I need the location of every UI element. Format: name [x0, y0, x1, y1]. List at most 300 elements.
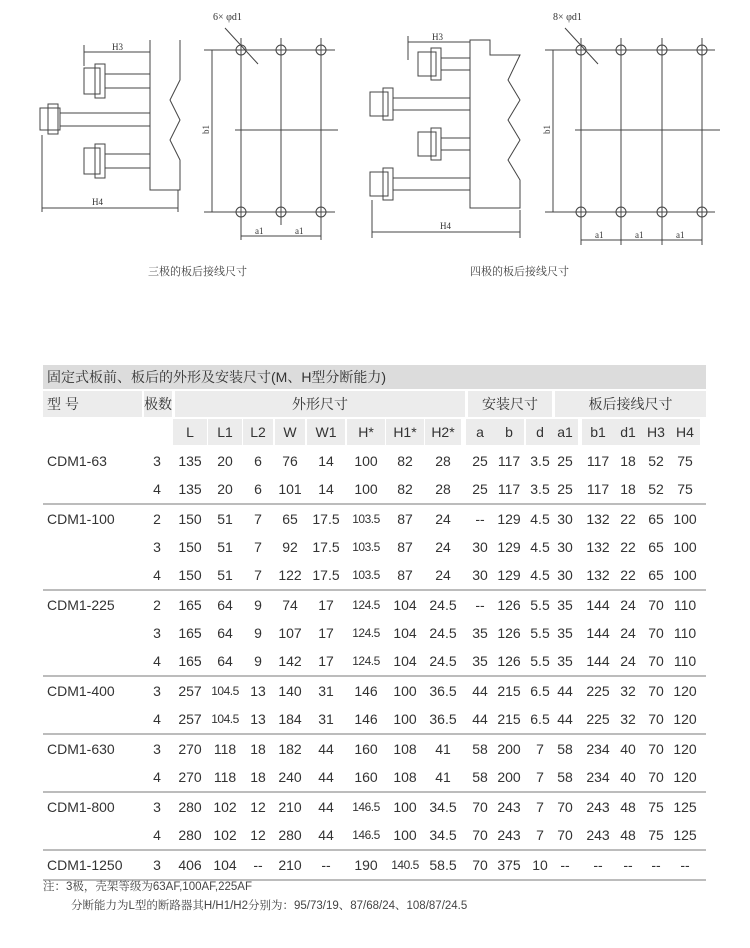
- value-cell: 122: [278, 567, 302, 583]
- value-cell: 210: [278, 799, 302, 815]
- value-cell: 124.5: [352, 598, 380, 612]
- table-row: [43, 793, 706, 821]
- model-group: [43, 735, 706, 793]
- value-cell: 280: [178, 827, 202, 843]
- value-cell: 375: [497, 857, 521, 873]
- value-cell: 225: [586, 683, 610, 699]
- column-header: L2: [243, 419, 273, 445]
- value-cell: 18: [620, 481, 636, 497]
- value-cell: 144: [586, 625, 610, 641]
- value-cell: 104: [213, 857, 237, 873]
- value-cell: 25: [472, 481, 488, 497]
- model-cell: CDM1-63: [47, 453, 107, 469]
- value-cell: 200: [497, 769, 521, 785]
- table-row: [43, 763, 706, 791]
- value-cell: 117: [497, 453, 521, 469]
- value-cell: 5.5: [530, 597, 550, 613]
- value-cell: 65: [648, 511, 664, 527]
- value-cell: 243: [586, 827, 610, 843]
- value-cell: 160: [354, 769, 378, 785]
- value-cell: 146: [354, 683, 378, 699]
- value-cell: 118: [213, 741, 237, 757]
- value-cell: 17: [318, 597, 334, 613]
- poles-cell: 3: [153, 741, 161, 757]
- h3-label: H3: [432, 32, 443, 42]
- header-poles: 极数: [144, 391, 172, 417]
- value-cell: 70: [472, 857, 488, 873]
- value-cell: 75: [677, 453, 693, 469]
- value-cell: 40: [620, 741, 636, 757]
- value-cell: 7: [536, 769, 544, 785]
- value-cell: 132: [586, 539, 610, 555]
- value-cell: 146.5: [352, 828, 380, 842]
- value-cell: 65: [648, 567, 664, 583]
- value-cell: 22: [620, 511, 636, 527]
- value-cell: 48: [620, 799, 636, 815]
- poles-cell: 3: [153, 453, 161, 469]
- value-cell: --: [680, 857, 690, 873]
- value-cell: 25: [557, 453, 573, 469]
- value-cell: 7: [254, 539, 262, 555]
- value-cell: 35: [472, 653, 488, 669]
- value-cell: 7: [536, 799, 544, 815]
- value-cell: 132: [586, 567, 610, 583]
- value-cell: 135: [178, 453, 202, 469]
- value-cell: 28: [435, 453, 451, 469]
- model-cell: CDM1-630: [47, 741, 115, 757]
- value-cell: 125: [673, 827, 697, 843]
- value-cell: 257: [178, 683, 202, 699]
- value-cell: 24: [620, 625, 636, 641]
- value-cell: 70: [648, 653, 664, 669]
- value-cell: 129: [497, 539, 521, 555]
- poles-cell: 4: [153, 711, 161, 727]
- value-cell: 150: [178, 511, 202, 527]
- value-cell: 3.5: [530, 453, 550, 469]
- value-cell: 6: [254, 453, 262, 469]
- value-cell: --: [651, 857, 661, 873]
- table-row: [43, 851, 706, 879]
- value-cell: 118: [213, 769, 237, 785]
- four-pole-drawing: [360, 0, 750, 260]
- h4-label: H4: [440, 221, 451, 231]
- value-cell: 70: [648, 769, 664, 785]
- value-cell: 82: [397, 481, 413, 497]
- value-cell: 87: [397, 567, 413, 583]
- value-cell: 44: [472, 711, 488, 727]
- model-group: [43, 793, 706, 851]
- value-cell: 117: [586, 453, 610, 469]
- value-cell: 104: [393, 625, 417, 641]
- value-cell: 24: [435, 567, 451, 583]
- value-cell: 64: [217, 597, 233, 613]
- poles-cell: 4: [153, 827, 161, 843]
- value-cell: 44: [318, 827, 334, 843]
- value-cell: 9: [254, 597, 262, 613]
- value-cell: 87: [397, 539, 413, 555]
- model-group: [43, 591, 706, 677]
- value-cell: 34.5: [429, 799, 457, 815]
- poles-cell: 4: [153, 567, 161, 583]
- value-cell: 44: [472, 683, 488, 699]
- value-cell: 120: [673, 683, 697, 699]
- note-line-1: 注：3极，壳架等级为63AF,100AF,225AF: [43, 881, 252, 893]
- value-cell: 100: [354, 453, 378, 469]
- value-cell: 70: [648, 683, 664, 699]
- value-cell: 126: [497, 625, 521, 641]
- value-cell: 30: [557, 511, 573, 527]
- value-cell: 51: [217, 567, 233, 583]
- three-pole-drawing: [0, 0, 375, 260]
- value-cell: 234: [586, 741, 610, 757]
- value-cell: 101: [278, 481, 302, 497]
- a1-label: a1: [295, 226, 304, 236]
- value-cell: 6.5: [530, 683, 550, 699]
- poles-cell: 3: [153, 857, 161, 873]
- value-cell: 7: [254, 511, 262, 527]
- three-pole-caption: 三极的板后接线尺寸: [148, 266, 247, 278]
- value-cell: 129: [497, 511, 521, 527]
- poles-cell: 2: [153, 511, 161, 527]
- table-body: [43, 447, 706, 881]
- value-cell: 41: [435, 769, 451, 785]
- value-cell: 34.5: [429, 827, 457, 843]
- poles-cell: 3: [153, 539, 161, 555]
- h3-label: H3: [112, 42, 123, 52]
- value-cell: 117: [586, 481, 610, 497]
- value-cell: --: [253, 857, 263, 873]
- value-cell: 126: [497, 653, 521, 669]
- value-cell: 58: [557, 741, 573, 757]
- value-cell: 160: [354, 741, 378, 757]
- value-cell: 35: [557, 597, 573, 613]
- value-cell: 243: [497, 827, 521, 843]
- value-cell: 65: [282, 511, 298, 527]
- model-cell: CDM1-100: [47, 511, 115, 527]
- value-cell: 64: [217, 653, 233, 669]
- value-cell: 102: [213, 799, 237, 815]
- value-cell: 225: [586, 711, 610, 727]
- value-cell: 17: [318, 625, 334, 641]
- value-cell: 124.5: [352, 626, 380, 640]
- model-cell: CDM1-400: [47, 683, 115, 699]
- value-cell: 25: [557, 481, 573, 497]
- value-cell: 182: [278, 741, 302, 757]
- table-row: [43, 821, 706, 849]
- value-cell: 100: [393, 711, 417, 727]
- value-cell: 31: [318, 683, 334, 699]
- value-cell: 104: [393, 653, 417, 669]
- value-cell: 51: [217, 539, 233, 555]
- value-cell: 25: [472, 453, 488, 469]
- value-cell: 70: [648, 711, 664, 727]
- value-cell: 120: [673, 711, 697, 727]
- poles-cell: 3: [153, 683, 161, 699]
- value-cell: 100: [673, 539, 697, 555]
- value-cell: 7: [254, 567, 262, 583]
- value-cell: 240: [278, 769, 302, 785]
- value-cell: 65: [648, 539, 664, 555]
- value-cell: 51: [217, 511, 233, 527]
- column-header: H1*: [386, 419, 424, 445]
- value-cell: 13: [250, 711, 266, 727]
- value-cell: 14: [318, 481, 334, 497]
- dimensions-table: [43, 365, 706, 881]
- header-outline: 外形尺寸: [175, 391, 465, 417]
- value-cell: 24: [435, 511, 451, 527]
- value-cell: 190: [354, 857, 378, 873]
- value-cell: 135: [178, 481, 202, 497]
- column-header: L1: [208, 419, 242, 445]
- value-cell: 14: [318, 453, 334, 469]
- model-group: [43, 505, 706, 591]
- table-title: 固定式板前、板后的外形及安装尺寸(M、H型分断能力): [43, 365, 706, 389]
- model-group: [43, 851, 706, 881]
- value-cell: 58.5: [429, 857, 457, 873]
- value-cell: 4.5: [530, 539, 550, 555]
- poles-cell: 4: [153, 481, 161, 497]
- model-cell: CDM1-800: [47, 799, 115, 815]
- column-header: H4: [670, 419, 700, 445]
- value-cell: 28: [435, 481, 451, 497]
- value-cell: 103.5: [352, 512, 380, 526]
- value-cell: 32: [620, 711, 636, 727]
- value-cell: 24: [620, 653, 636, 669]
- value-cell: 70: [648, 597, 664, 613]
- value-cell: 270: [178, 741, 202, 757]
- value-cell: 18: [250, 769, 266, 785]
- hole-label: 8× φd1: [553, 12, 582, 23]
- column-header: L: [173, 419, 207, 445]
- poles-cell: 4: [153, 653, 161, 669]
- model-group: [43, 677, 706, 735]
- value-cell: 70: [472, 827, 488, 843]
- value-cell: 18: [250, 741, 266, 757]
- model-cell: CDM1-1250: [47, 857, 123, 873]
- table-row: [43, 619, 706, 647]
- value-cell: 70: [557, 827, 573, 843]
- value-cell: 30: [557, 567, 573, 583]
- value-cell: 243: [497, 799, 521, 815]
- value-cell: 270: [178, 769, 202, 785]
- table-row: [43, 591, 706, 619]
- table-row: [43, 647, 706, 675]
- value-cell: 234: [586, 769, 610, 785]
- value-cell: 117: [497, 481, 521, 497]
- value-cell: 24.5: [429, 597, 457, 613]
- value-cell: 5.5: [530, 653, 550, 669]
- column-header: a: [466, 419, 494, 445]
- value-cell: 30: [472, 567, 488, 583]
- header-install: 安装尺寸: [468, 391, 552, 417]
- value-cell: --: [560, 857, 570, 873]
- value-cell: 120: [673, 741, 697, 757]
- value-cell: 9: [254, 625, 262, 641]
- value-cell: 144: [586, 597, 610, 613]
- value-cell: 243: [586, 799, 610, 815]
- value-cell: 100: [354, 481, 378, 497]
- value-cell: 44: [318, 769, 334, 785]
- value-cell: 44: [557, 683, 573, 699]
- value-cell: 406: [178, 857, 202, 873]
- value-cell: 104.5: [211, 712, 239, 726]
- b1-label: b1: [201, 125, 211, 134]
- value-cell: --: [321, 857, 331, 873]
- value-cell: 103.5: [352, 540, 380, 554]
- model-group: [43, 447, 706, 505]
- table-row: [43, 475, 706, 503]
- value-cell: 36.5: [429, 683, 457, 699]
- a1-label: a1: [255, 226, 264, 236]
- value-cell: 35: [472, 625, 488, 641]
- value-cell: 31: [318, 711, 334, 727]
- column-header: H2*: [425, 419, 461, 445]
- value-cell: 124.5: [352, 654, 380, 668]
- value-cell: 75: [648, 827, 664, 843]
- value-cell: 52: [648, 453, 664, 469]
- value-cell: 12: [250, 827, 266, 843]
- value-cell: 35: [557, 653, 573, 669]
- column-header: d: [526, 419, 554, 445]
- value-cell: 165: [178, 597, 202, 613]
- value-cell: 30: [557, 539, 573, 555]
- value-cell: 165: [178, 653, 202, 669]
- value-cell: 104: [393, 597, 417, 613]
- value-cell: 125: [673, 799, 697, 815]
- value-cell: 132: [586, 511, 610, 527]
- value-cell: 87: [397, 511, 413, 527]
- value-cell: 103.5: [352, 568, 380, 582]
- value-cell: 12: [250, 799, 266, 815]
- b1-label: b1: [542, 125, 552, 134]
- value-cell: 6.5: [530, 711, 550, 727]
- value-cell: 30: [472, 539, 488, 555]
- value-cell: 6: [254, 481, 262, 497]
- column-header: b: [494, 419, 524, 445]
- column-header: H*: [347, 419, 385, 445]
- value-cell: 140.5: [391, 858, 419, 872]
- h4-label: H4: [92, 197, 103, 207]
- value-cell: 70: [648, 741, 664, 757]
- value-cell: 126: [497, 597, 521, 613]
- value-cell: 280: [178, 799, 202, 815]
- value-cell: 58: [557, 769, 573, 785]
- value-cell: 150: [178, 567, 202, 583]
- group-header-row: [43, 391, 706, 417]
- value-cell: 58: [472, 769, 488, 785]
- value-cell: 22: [620, 539, 636, 555]
- value-cell: 44: [318, 741, 334, 757]
- value-cell: 22: [620, 567, 636, 583]
- table-row: [43, 447, 706, 475]
- value-cell: 4.5: [530, 567, 550, 583]
- value-cell: 41: [435, 741, 451, 757]
- column-header: a1: [552, 419, 578, 445]
- value-cell: 17.5: [312, 539, 340, 555]
- header-rear: 板后接线尺寸: [555, 391, 706, 417]
- value-cell: 215: [497, 683, 521, 699]
- column-header: W: [275, 419, 305, 445]
- value-cell: 24: [620, 597, 636, 613]
- value-cell: 100: [393, 827, 417, 843]
- column-header-row: [43, 419, 706, 445]
- a1-label: a1: [676, 230, 685, 240]
- value-cell: 110: [673, 653, 697, 669]
- value-cell: 140: [278, 683, 302, 699]
- value-cell: 7: [536, 741, 544, 757]
- value-cell: 5.5: [530, 625, 550, 641]
- value-cell: 58: [472, 741, 488, 757]
- value-cell: 280: [278, 827, 302, 843]
- value-cell: 24.5: [429, 625, 457, 641]
- value-cell: --: [623, 857, 633, 873]
- value-cell: 40: [620, 769, 636, 785]
- model-cell: CDM1-225: [47, 597, 115, 613]
- poles-cell: 2: [153, 597, 161, 613]
- value-cell: 64: [217, 625, 233, 641]
- value-cell: 9: [254, 653, 262, 669]
- value-cell: --: [475, 597, 485, 613]
- value-cell: 20: [217, 481, 233, 497]
- value-cell: 200: [497, 741, 521, 757]
- value-cell: 110: [673, 597, 697, 613]
- poles-cell: 3: [153, 799, 161, 815]
- value-cell: 184: [278, 711, 302, 727]
- column-header: W1: [307, 419, 345, 445]
- table-row: [43, 705, 706, 733]
- table-row: [43, 677, 706, 705]
- value-cell: 142: [278, 653, 302, 669]
- header-model: 型 号: [43, 391, 142, 417]
- table-row: [43, 735, 706, 763]
- value-cell: 24: [435, 539, 451, 555]
- value-cell: 10: [532, 857, 548, 873]
- value-cell: 108: [393, 769, 417, 785]
- value-cell: 24.5: [429, 653, 457, 669]
- value-cell: 215: [497, 711, 521, 727]
- value-cell: 100: [393, 799, 417, 815]
- value-cell: 102: [213, 827, 237, 843]
- column-header: b1: [582, 419, 614, 445]
- value-cell: 150: [178, 539, 202, 555]
- value-cell: 74: [282, 597, 298, 613]
- hole-label: 6× φd1: [213, 12, 242, 23]
- value-cell: 17.5: [312, 511, 340, 527]
- column-header: d1: [614, 419, 642, 445]
- value-cell: 32: [620, 683, 636, 699]
- value-cell: 110: [673, 625, 697, 641]
- value-cell: 129: [497, 567, 521, 583]
- value-cell: 92: [282, 539, 298, 555]
- value-cell: 17: [318, 653, 334, 669]
- value-cell: 52: [648, 481, 664, 497]
- value-cell: 144: [586, 653, 610, 669]
- value-cell: 70: [472, 799, 488, 815]
- value-cell: 146.5: [352, 800, 380, 814]
- table-row: [43, 561, 706, 589]
- value-cell: 13: [250, 683, 266, 699]
- value-cell: --: [593, 857, 603, 873]
- value-cell: 18: [620, 453, 636, 469]
- value-cell: 36.5: [429, 711, 457, 727]
- value-cell: 75: [677, 481, 693, 497]
- value-cell: 20: [217, 453, 233, 469]
- value-cell: 120: [673, 769, 697, 785]
- poles-cell: 4: [153, 769, 161, 785]
- a1-label: a1: [595, 230, 604, 240]
- value-cell: 100: [673, 567, 697, 583]
- table-row: [43, 533, 706, 561]
